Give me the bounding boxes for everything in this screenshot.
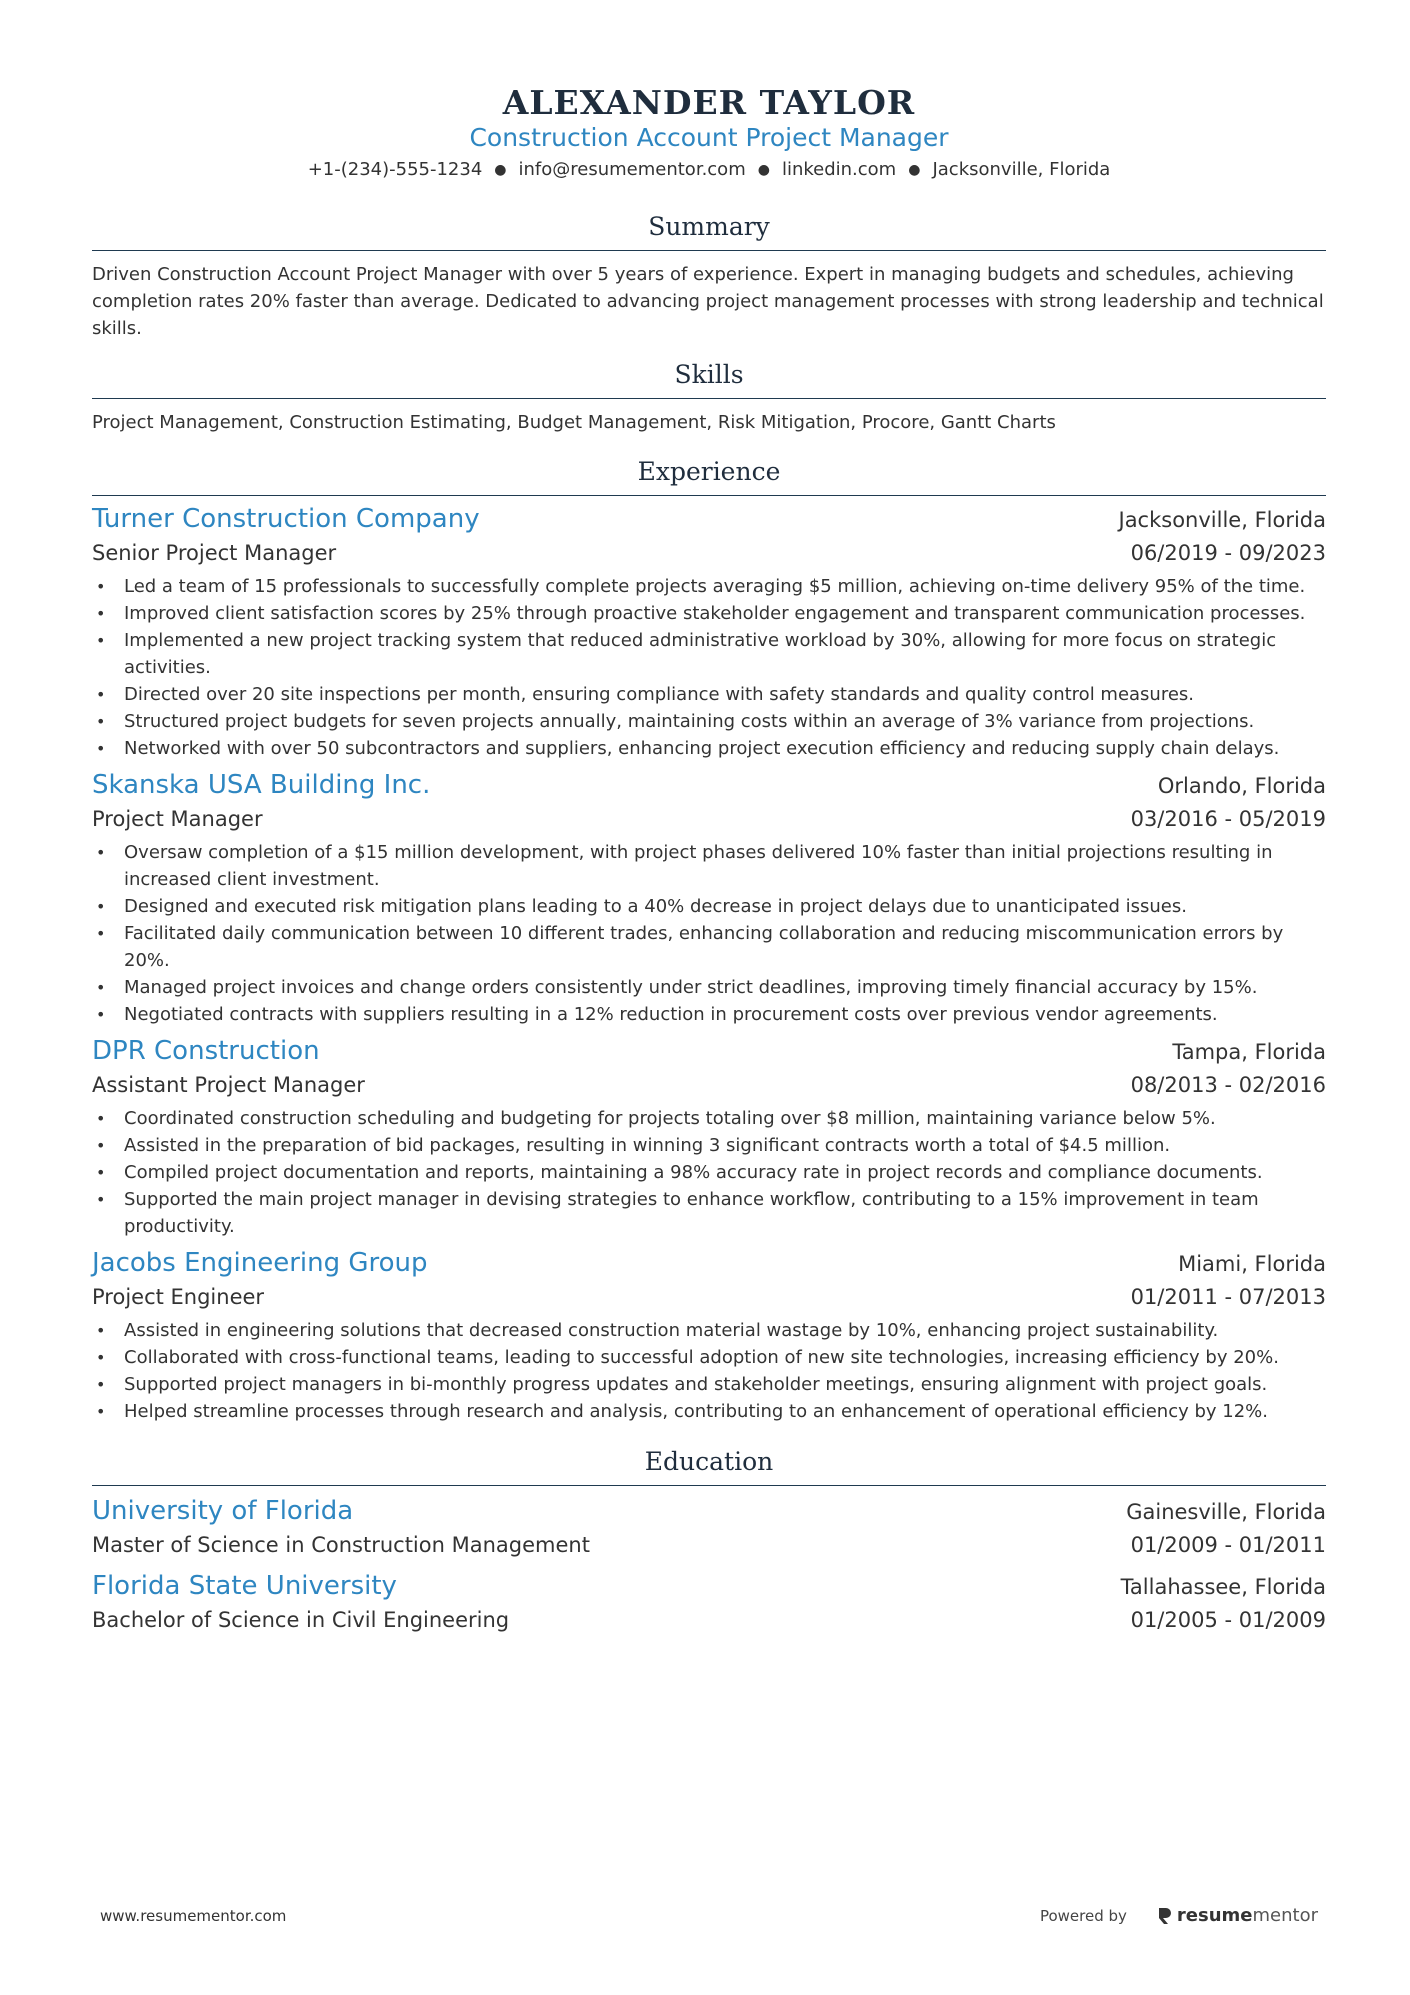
skills-heading: Skills: [92, 358, 1326, 399]
job-bullet: • Negotiated contracts with suppliers resulting in a 12% reduction in procurement costs over previous vendor agreements.: [92, 1001, 1326, 1028]
education-heading: Education: [92, 1445, 1326, 1486]
education-header-row: [92, 1494, 1326, 1529]
job-header-row: [92, 768, 1326, 803]
job-company: Jacobs Engineering Group: [92, 1248, 428, 1278]
job-role-row: [92, 1281, 1326, 1313]
skills-text: Project Management, Construction Estimating, Budget Management, Risk Mitigation, Procore, Gantt Charts: [92, 412, 1056, 433]
education-degree: Bachelor of Science in Civil Engineering: [92, 1608, 510, 1632]
job-role-row: [92, 537, 1326, 569]
job-bullet: • Led a team of 15 professionals to successfully complete projects averaging $5 million, achieving on-time delivery 95% of the time.: [92, 573, 1326, 600]
separator-dot: ●: [757, 162, 770, 178]
job-header-row: [92, 502, 1326, 537]
job-dates: 08/2013 - 02/2016: [1130, 1073, 1326, 1097]
education-degree-row: [92, 1529, 1326, 1561]
education-school: University of Florida: [92, 1496, 354, 1526]
job-bullet: • Facilitated daily communication between 10 different trades, enhancing collaboration and reducing miscommunication errors by 20%.: [92, 920, 1326, 974]
education-school: Florida State University: [92, 1571, 397, 1601]
job-dates: 03/2016 - 05/2019: [1130, 807, 1326, 831]
logo-text-bold: resume: [1176, 1905, 1253, 1926]
resumementor-logo-icon: [1157, 1906, 1173, 1926]
job-entry: [92, 1246, 1326, 1425]
job-bullets: [92, 1105, 1326, 1240]
job-header-row: [92, 1246, 1326, 1281]
page-footer: [100, 1905, 1318, 1926]
candidate-title: Construction Account Project Manager: [469, 123, 949, 152]
job-bullet: • Implemented a new project tracking system that reduced administrative workload by 30%, allowing for more focus on strategic activities.: [92, 627, 1326, 681]
job-bullets: [92, 573, 1326, 762]
job-dates: 01/2011 - 07/2013: [1130, 1285, 1326, 1309]
separator-dot: ●: [908, 162, 921, 178]
summary-text: Driven Construction Account Project Manager with over 5 years of experience. Expert in managing budgets and schedules, achieving completion rates 20% faster than average. Dedicated to advancing project management processes with strong leadership and technical skills.: [92, 264, 1324, 339]
job-bullet: • Structured project budgets for seven projects annually, maintaining costs within an average of 3% variance from projections.: [92, 708, 1326, 735]
separator-dot: ●: [494, 162, 507, 178]
job-bullet: • Oversaw completion of a $15 million development, with project phases delivered 10% faster than initial projections resulting in increased client investment.: [92, 839, 1326, 893]
experience-heading: Experience: [92, 455, 1326, 496]
job-role: Project Manager: [92, 807, 263, 831]
job-bullet: • Coordinated construction scheduling and budgeting for projects totaling over $8 million, maintaining variance below 5%.: [92, 1105, 1326, 1132]
contact-line: [92, 156, 1326, 184]
education-location: Gainesville, Florida: [1126, 1500, 1326, 1524]
job-company: Skanska USA Building Inc.: [92, 770, 431, 800]
logo-text-light: mentor: [1252, 1905, 1318, 1926]
contact-email: info@resumementor.com: [518, 159, 746, 180]
job-role-row: [92, 803, 1326, 835]
education-degree: Master of Science in Construction Management: [92, 1533, 590, 1557]
job-entry: [92, 1034, 1326, 1240]
education-dates: 01/2009 - 01/2011: [1130, 1533, 1326, 1557]
job-location: Tampa, Florida: [1172, 1040, 1326, 1064]
job-entry: [92, 768, 1326, 1028]
job-location: Jacksonville, Florida: [1118, 508, 1326, 532]
job-location: Miami, Florida: [1178, 1252, 1326, 1276]
job-bullet: • Directed over 20 site inspections per month, ensuring compliance with safety standards and quality control measures.: [92, 681, 1326, 708]
job-company: Turner Construction Company: [92, 504, 480, 534]
job-header-row: [92, 1034, 1326, 1069]
contact-location: Jacksonville, Florida: [932, 159, 1111, 180]
education-location: Tallahassee, Florida: [1120, 1575, 1326, 1599]
job-bullet: • Supported the main project manager in devising strategies to enhance workflow, contributing to a 15% improvement in team productivity.: [92, 1186, 1326, 1240]
job-bullet: • Compiled project documentation and reports, maintaining a 98% accuracy rate in project records and compliance documents.: [92, 1159, 1326, 1186]
resumementor-logo[interactable]: [1157, 1905, 1318, 1926]
resume-header: [92, 0, 1326, 184]
job-bullet: • Networked with over 50 subcontractors and suppliers, enhancing project execution efficiency and reducing supply chain delays.: [92, 735, 1326, 762]
job-role: Assistant Project Manager: [92, 1073, 365, 1097]
education-entry: [92, 1569, 1326, 1636]
job-company: DPR Construction: [92, 1036, 320, 1066]
powered-by-label: Powered by: [1039, 1906, 1127, 1925]
job-role: Project Engineer: [92, 1285, 265, 1309]
job-bullet: • Improved client satisfaction scores by 25% through proactive stakeholder engagement and transparent communication processes.: [92, 600, 1326, 627]
education-header-row: [92, 1569, 1326, 1604]
job-bullet: • Collaborated with cross-functional teams, leading to successful adoption of new site technologies, increasing efficiency by 20%.: [92, 1344, 1326, 1371]
job-bullet: • Helped streamline processes through research and analysis, contributing to an enhancement of operational efficiency by 12%.: [92, 1398, 1326, 1425]
job-entry: [92, 502, 1326, 762]
job-dates: 06/2019 - 09/2023: [1130, 541, 1326, 565]
footer-website-link[interactable]: www.resumementor.com: [100, 1906, 287, 1925]
job-role: Senior Project Manager: [92, 541, 337, 565]
education-entry: [92, 1494, 1326, 1561]
contact-phone: +1-(234)-555-1234: [307, 159, 483, 180]
job-bullets: [92, 1317, 1326, 1425]
resume-page: [92, 0, 1326, 1636]
job-bullets: [92, 839, 1326, 1028]
job-role-row: [92, 1069, 1326, 1101]
education-degree-row: [92, 1604, 1326, 1636]
job-bullet: • Assisted in the preparation of bid packages, resulting in winning 3 significant contracts worth a total of $4.5 million.: [92, 1132, 1326, 1159]
summary-heading: Summary: [92, 210, 1326, 251]
candidate-name: ALEXANDER TAYLOR: [502, 83, 916, 122]
job-bullet: • Assisted in engineering solutions that decreased construction material wastage by 10%, enhancing project sustainability.: [92, 1317, 1326, 1344]
job-bullet: • Supported project managers in bi-monthly progress updates and stakeholder meetings, ensuring alignment with project goals.: [92, 1371, 1326, 1398]
job-bullet: • Managed project invoices and change orders consistently under strict deadlines, improving timely financial accuracy by 15%.: [92, 974, 1326, 1001]
job-location: Orlando, Florida: [1157, 774, 1326, 798]
contact-linkedin: linkedin.com: [781, 159, 897, 180]
education-dates: 01/2005 - 01/2009: [1130, 1608, 1326, 1632]
footer-brand: [1040, 1905, 1318, 1926]
job-bullet: • Designed and executed risk mitigation plans leading to a 40% decrease in project delays due to unanticipated issues.: [92, 893, 1326, 920]
